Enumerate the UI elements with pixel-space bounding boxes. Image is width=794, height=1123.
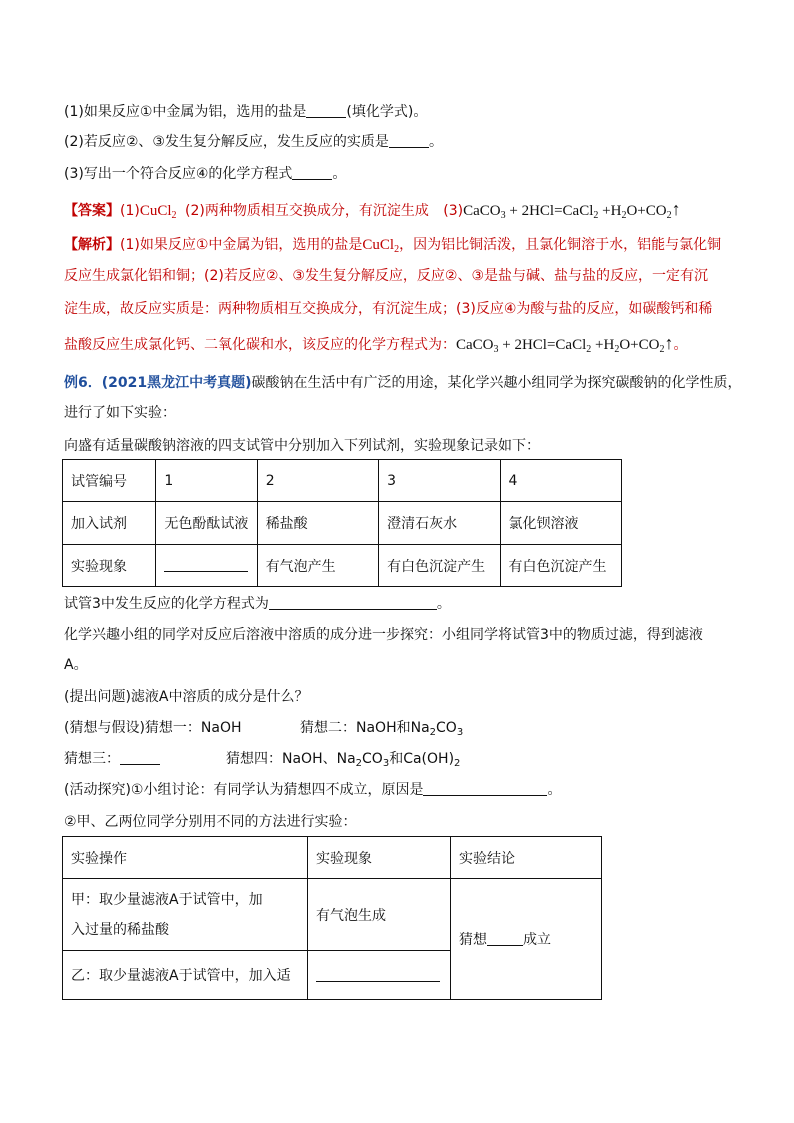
- example-6-heading: 例6．(2021黑龙江中考真题)碳酸钠在生活中有广泛的用途，某化学兴趣小组同学为探究碳酸钠的化学性质，: [64, 375, 742, 391]
- table-row: 试管编号 1 2 3 4: [63, 460, 622, 502]
- example-6-intro-3: 向盛有适量碳酸钠溶液的四支试管中分别加入下列试剂，实验现象记录如下：: [64, 438, 540, 454]
- table-row: 实验操作 实验现象 实验结论: [63, 837, 602, 879]
- explore-line-1: 化学兴趣小组的同学对反应后溶液中溶质的成分进一步探究：小组同学将试管3中的物质过滤，得到滤液: [64, 627, 703, 643]
- experiment-table: [62, 836, 602, 1000]
- answer-blank: [316, 967, 440, 982]
- answer-line: 【答案】(1)CuCl$_2$ (2)两种物质相互交换成分，有沉淀生成 (3)CaCO$_3$ + 2HCl=CaCl$_2$ $+H_2O+CO_2↑$: [64, 199, 681, 221]
- table-row: 甲：取少量滤液A于试管中，加 入过量的稀盐酸 有气泡生成 猜想 成立: [63, 879, 602, 951]
- answer-blank: [306, 103, 346, 118]
- question-1: (1)如果反应①中金属为铝，选用的盐是 (填化学式)。: [64, 104, 428, 120]
- table-row: 加入试剂 无色酚酞试液 稀盐酸 澄清石灰水 氯化钡溶液: [63, 502, 622, 545]
- answer-blank: [120, 750, 160, 765]
- formula-equation: CaCO$_3$ + 2HCl=CaCl$_2$ $+H_2O+CO_2↑$: [463, 199, 681, 221]
- formula-cucl2: CuCl$_2$: [362, 237, 400, 255]
- activity-line: (活动探究)①小组讨论：有同学认为猜想四不成立，原因是 。: [64, 782, 562, 798]
- answer-blank: [292, 165, 332, 180]
- hypothesis-3: 猜想三：: [64, 749, 160, 769]
- question-2: (2)若反应②、③发生复分解反应，发生反应的实质是 。: [64, 134, 443, 150]
- example-6-intro-2: 进行了如下实验：: [64, 405, 176, 421]
- answer-blank: [389, 133, 429, 148]
- experiment-intro: ②甲、乙两位同学分别用不同的方法进行实验：: [64, 814, 357, 830]
- analysis-line-3: 淀生成，故反应实质是：两种物质相互交换成分，有沉淀生成；(3)反应④为酸与盐的反应，如碳酸钙和稀: [64, 301, 713, 317]
- hypothesis-1: (猜想与假设)猜想一：NaOH: [64, 720, 242, 736]
- reagent-table: [62, 459, 622, 587]
- answer-blank: [487, 931, 523, 946]
- analysis-line-2: 反应生成氯化铝和铜；(2)若反应②、③发生复分解反应，反应②、③是盐与碱、盐与盐的反应，一定有沉: [64, 268, 709, 284]
- formula-equation: CaCO$_3$ + 2HCl=CaCl$_2$ $+H_2O+CO_2↑$: [456, 333, 674, 355]
- formula-cucl2: CuCl$_2$: [139, 203, 177, 221]
- tube3-question: 试管3中发生反应的化学方程式为 。: [64, 596, 451, 612]
- answer-blank: [164, 557, 248, 572]
- hypothesis-2: 猜想二：NaOH和$Na_2CO_3$: [300, 720, 464, 738]
- table-row: 乙：取少量滤液A于试管中，加入适: [63, 951, 602, 1000]
- analysis-line-1: 【解析】(1)如果反应①中金属为铝，选用的盐是CuCl$_2$，因为铝比铜活泼，且氯化铜溶于水，铝能与氯化铜: [64, 237, 722, 255]
- raise-question: (提出问题)滤液A中溶质的成分是什么？: [64, 689, 309, 705]
- analysis-line-4: 盐酸反应生成氯化钙、二氧化碳和水，该反应的化学方程式为：CaCO$_3$ + 2HCl=CaCl$_2$ $+H_2O+CO_2↑$。: [64, 333, 688, 355]
- hypothesis-4: 猜想四：NaOH、$Na_2CO_3$和$Ca(OH)_2$: [226, 751, 461, 769]
- question-3: (3)写出一个符合反应④的化学方程式 。: [64, 166, 347, 182]
- explore-line-2: A。: [64, 657, 88, 673]
- table-row: 实验现象 有气泡产生 有白色沉淀产生 有白色沉淀产生: [63, 545, 622, 587]
- answer-blank: [269, 595, 437, 610]
- answer-blank: [423, 781, 547, 796]
